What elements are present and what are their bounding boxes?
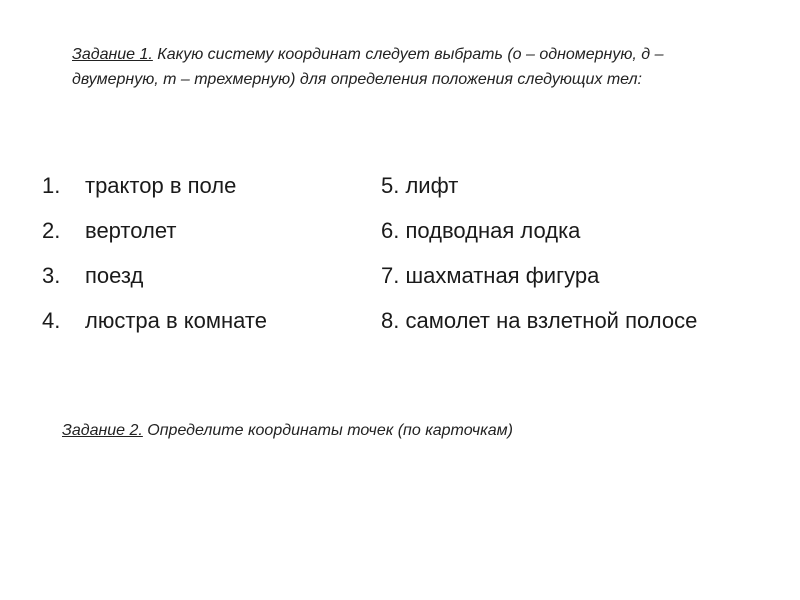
task-1-text: Какую систему координат следует выбрать (о – одномерную, д – двумерную, т – трехмерную) для определения положения следующих тел: <box>72 46 664 88</box>
task-1-paragraph <box>72 42 712 92</box>
list-item-number: 1. <box>42 173 61 198</box>
list-item-text: вертолет <box>85 218 177 243</box>
list-item: 5. лифт <box>381 173 459 198</box>
task-2-paragraph <box>62 420 513 442</box>
task-2-label: Задание 2. <box>62 422 143 439</box>
objects-list-right <box>381 163 697 343</box>
objects-list-left <box>42 163 267 343</box>
list-item <box>42 253 267 298</box>
task-1-label: Задание 1. <box>72 46 153 63</box>
list-item-text: люстра в комнате <box>85 308 267 333</box>
list-item: 8. самолет на взлетной полосе <box>381 308 698 333</box>
list-item-number: 3. <box>42 263 61 288</box>
list-item-text: трактор в поле <box>85 173 237 198</box>
list-item-number: 4. <box>42 308 61 333</box>
list-item <box>42 208 267 253</box>
list-item: 7. шахматная фигура <box>381 263 600 288</box>
task-2-text: Определите координаты точек (по карточкам) <box>142 422 513 439</box>
list-item-number: 2. <box>42 218 61 243</box>
list-item-text: поезд <box>85 263 144 288</box>
list-item: 6. подводная лодка <box>381 218 581 243</box>
list-item <box>42 298 267 343</box>
list-item <box>42 163 267 208</box>
